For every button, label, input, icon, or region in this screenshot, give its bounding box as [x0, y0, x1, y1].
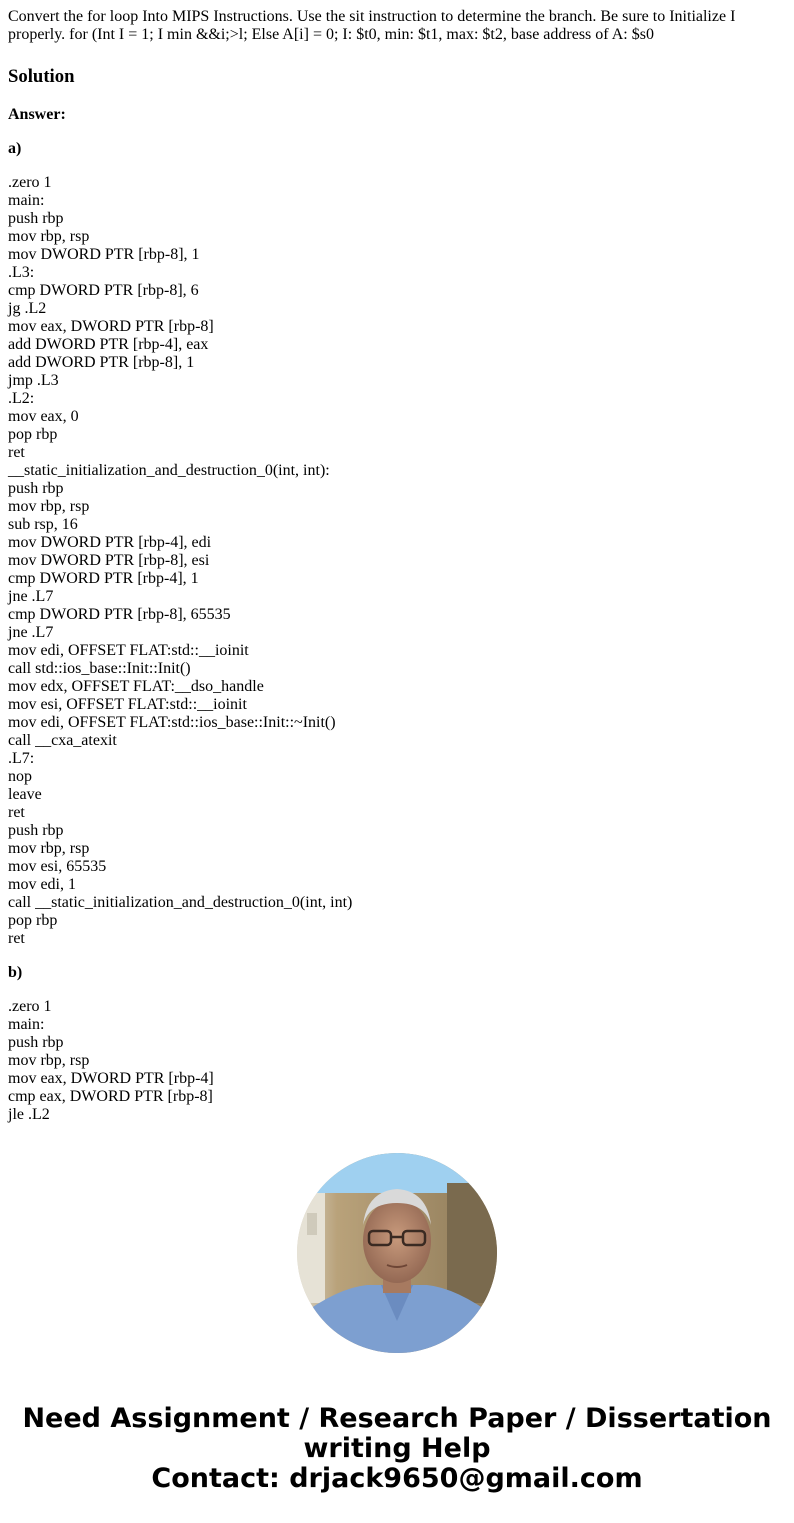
code-line: mov DWORD PTR [rbp-8], 1 — [8, 246, 200, 263]
promo-banner — [0, 1404, 794, 1494]
code-line: jne .L7 — [8, 624, 54, 641]
question-text: Convert the for loop Into MIPS Instructions. Use the sit instruction to determine the branch. Be sure to Initialize I properly. for (Int I = 1; I min &&i;>l; Else A[i] = 0; I: $t0, min: $t1, max: $t2, base address of A: $s0 — [8, 8, 736, 43]
code-line: mov eax, DWORD PTR [rbp-8] — [8, 318, 214, 335]
code-line: add DWORD PTR [rbp-4], eax — [8, 336, 209, 353]
code-line: pop rbp — [8, 426, 58, 443]
code-line: cmp DWORD PTR [rbp-8], 6 — [8, 282, 199, 299]
code-line: jg .L2 — [8, 300, 47, 317]
code-line: nop — [8, 768, 32, 785]
code-line: mov rbp, rsp — [8, 1052, 90, 1069]
author-portrait — [297, 1153, 497, 1353]
code-line: .zero 1 — [8, 174, 52, 191]
code-line: jmp .L3 — [8, 372, 59, 389]
code-line: push rbp — [8, 822, 64, 839]
code-line: .L2: — [8, 390, 35, 407]
code-line: mov eax, 0 — [8, 408, 79, 425]
code-line: call std::ios_base::Init::Init() — [8, 660, 191, 677]
code-line: mov DWORD PTR [rbp-4], edi — [8, 534, 212, 551]
code-line: cmp eax, DWORD PTR [rbp-8] — [8, 1088, 213, 1105]
code-line: push rbp — [8, 210, 64, 227]
promo-line-1: Need Assignment / Research Paper / Dissertation — [22, 1403, 772, 1434]
code-line: jne .L7 — [8, 588, 54, 605]
code-line: mov DWORD PTR [rbp-8], esi — [8, 552, 210, 569]
author-portrait-image — [297, 1153, 497, 1353]
document-body — [8, 8, 778, 1124]
code-line: leave — [8, 786, 42, 803]
answer-label: Answer: — [8, 106, 66, 123]
code-line: mov rbp, rsp — [8, 228, 90, 245]
code-line: main: — [8, 192, 45, 209]
code-line: mov esi, OFFSET FLAT:std::__ioinit — [8, 696, 247, 713]
code-line: ret — [8, 444, 25, 461]
code-line: mov edi, OFFSET FLAT:std::__ioinit — [8, 642, 249, 659]
solution-heading: Solution — [8, 66, 75, 87]
code-line: cmp DWORD PTR [rbp-8], 65535 — [8, 606, 231, 623]
code-line: push rbp — [8, 1034, 64, 1051]
code-line: call __static_initialization_and_destruction_0(int, int) — [8, 894, 353, 911]
promo-contact: Contact: drjack9650@gmail.com — [151, 1463, 643, 1494]
code-block — [8, 174, 778, 948]
code-line: ret — [8, 930, 25, 947]
code-line: mov edi, OFFSET FLAT:std::ios_base::Init::~Init() — [8, 714, 336, 731]
code-line: push rbp — [8, 480, 64, 497]
code-line: main: — [8, 1016, 45, 1033]
code-line: call __cxa_atexit — [8, 732, 117, 749]
code-line: ret — [8, 804, 25, 821]
promo-line-2: writing Help — [303, 1433, 491, 1464]
code-line: mov esi, 65535 — [8, 858, 107, 875]
code-line: .zero 1 — [8, 998, 52, 1015]
code-line: .L3: — [8, 264, 35, 281]
code-line: sub rsp, 16 — [8, 516, 78, 533]
code-line: jle .L2 — [8, 1106, 50, 1123]
code-line: mov rbp, rsp — [8, 498, 90, 515]
answer-parts — [8, 140, 778, 1124]
code-line: cmp DWORD PTR [rbp-4], 1 — [8, 570, 199, 587]
code-line: mov rbp, rsp — [8, 840, 90, 857]
code-line: mov edi, 1 — [8, 876, 76, 893]
code-line: pop rbp — [8, 912, 58, 929]
code-line: __static_initialization_and_destruction_0(int, int): — [8, 462, 330, 479]
code-line: .L7: — [8, 750, 35, 767]
code-line: mov edx, OFFSET FLAT:__dso_handle — [8, 678, 264, 695]
code-block — [8, 998, 778, 1124]
part-label: b) — [8, 964, 23, 981]
code-line: mov eax, DWORD PTR [rbp-4] — [8, 1070, 214, 1087]
code-line: add DWORD PTR [rbp-8], 1 — [8, 354, 195, 371]
part-label: a) — [8, 140, 22, 157]
